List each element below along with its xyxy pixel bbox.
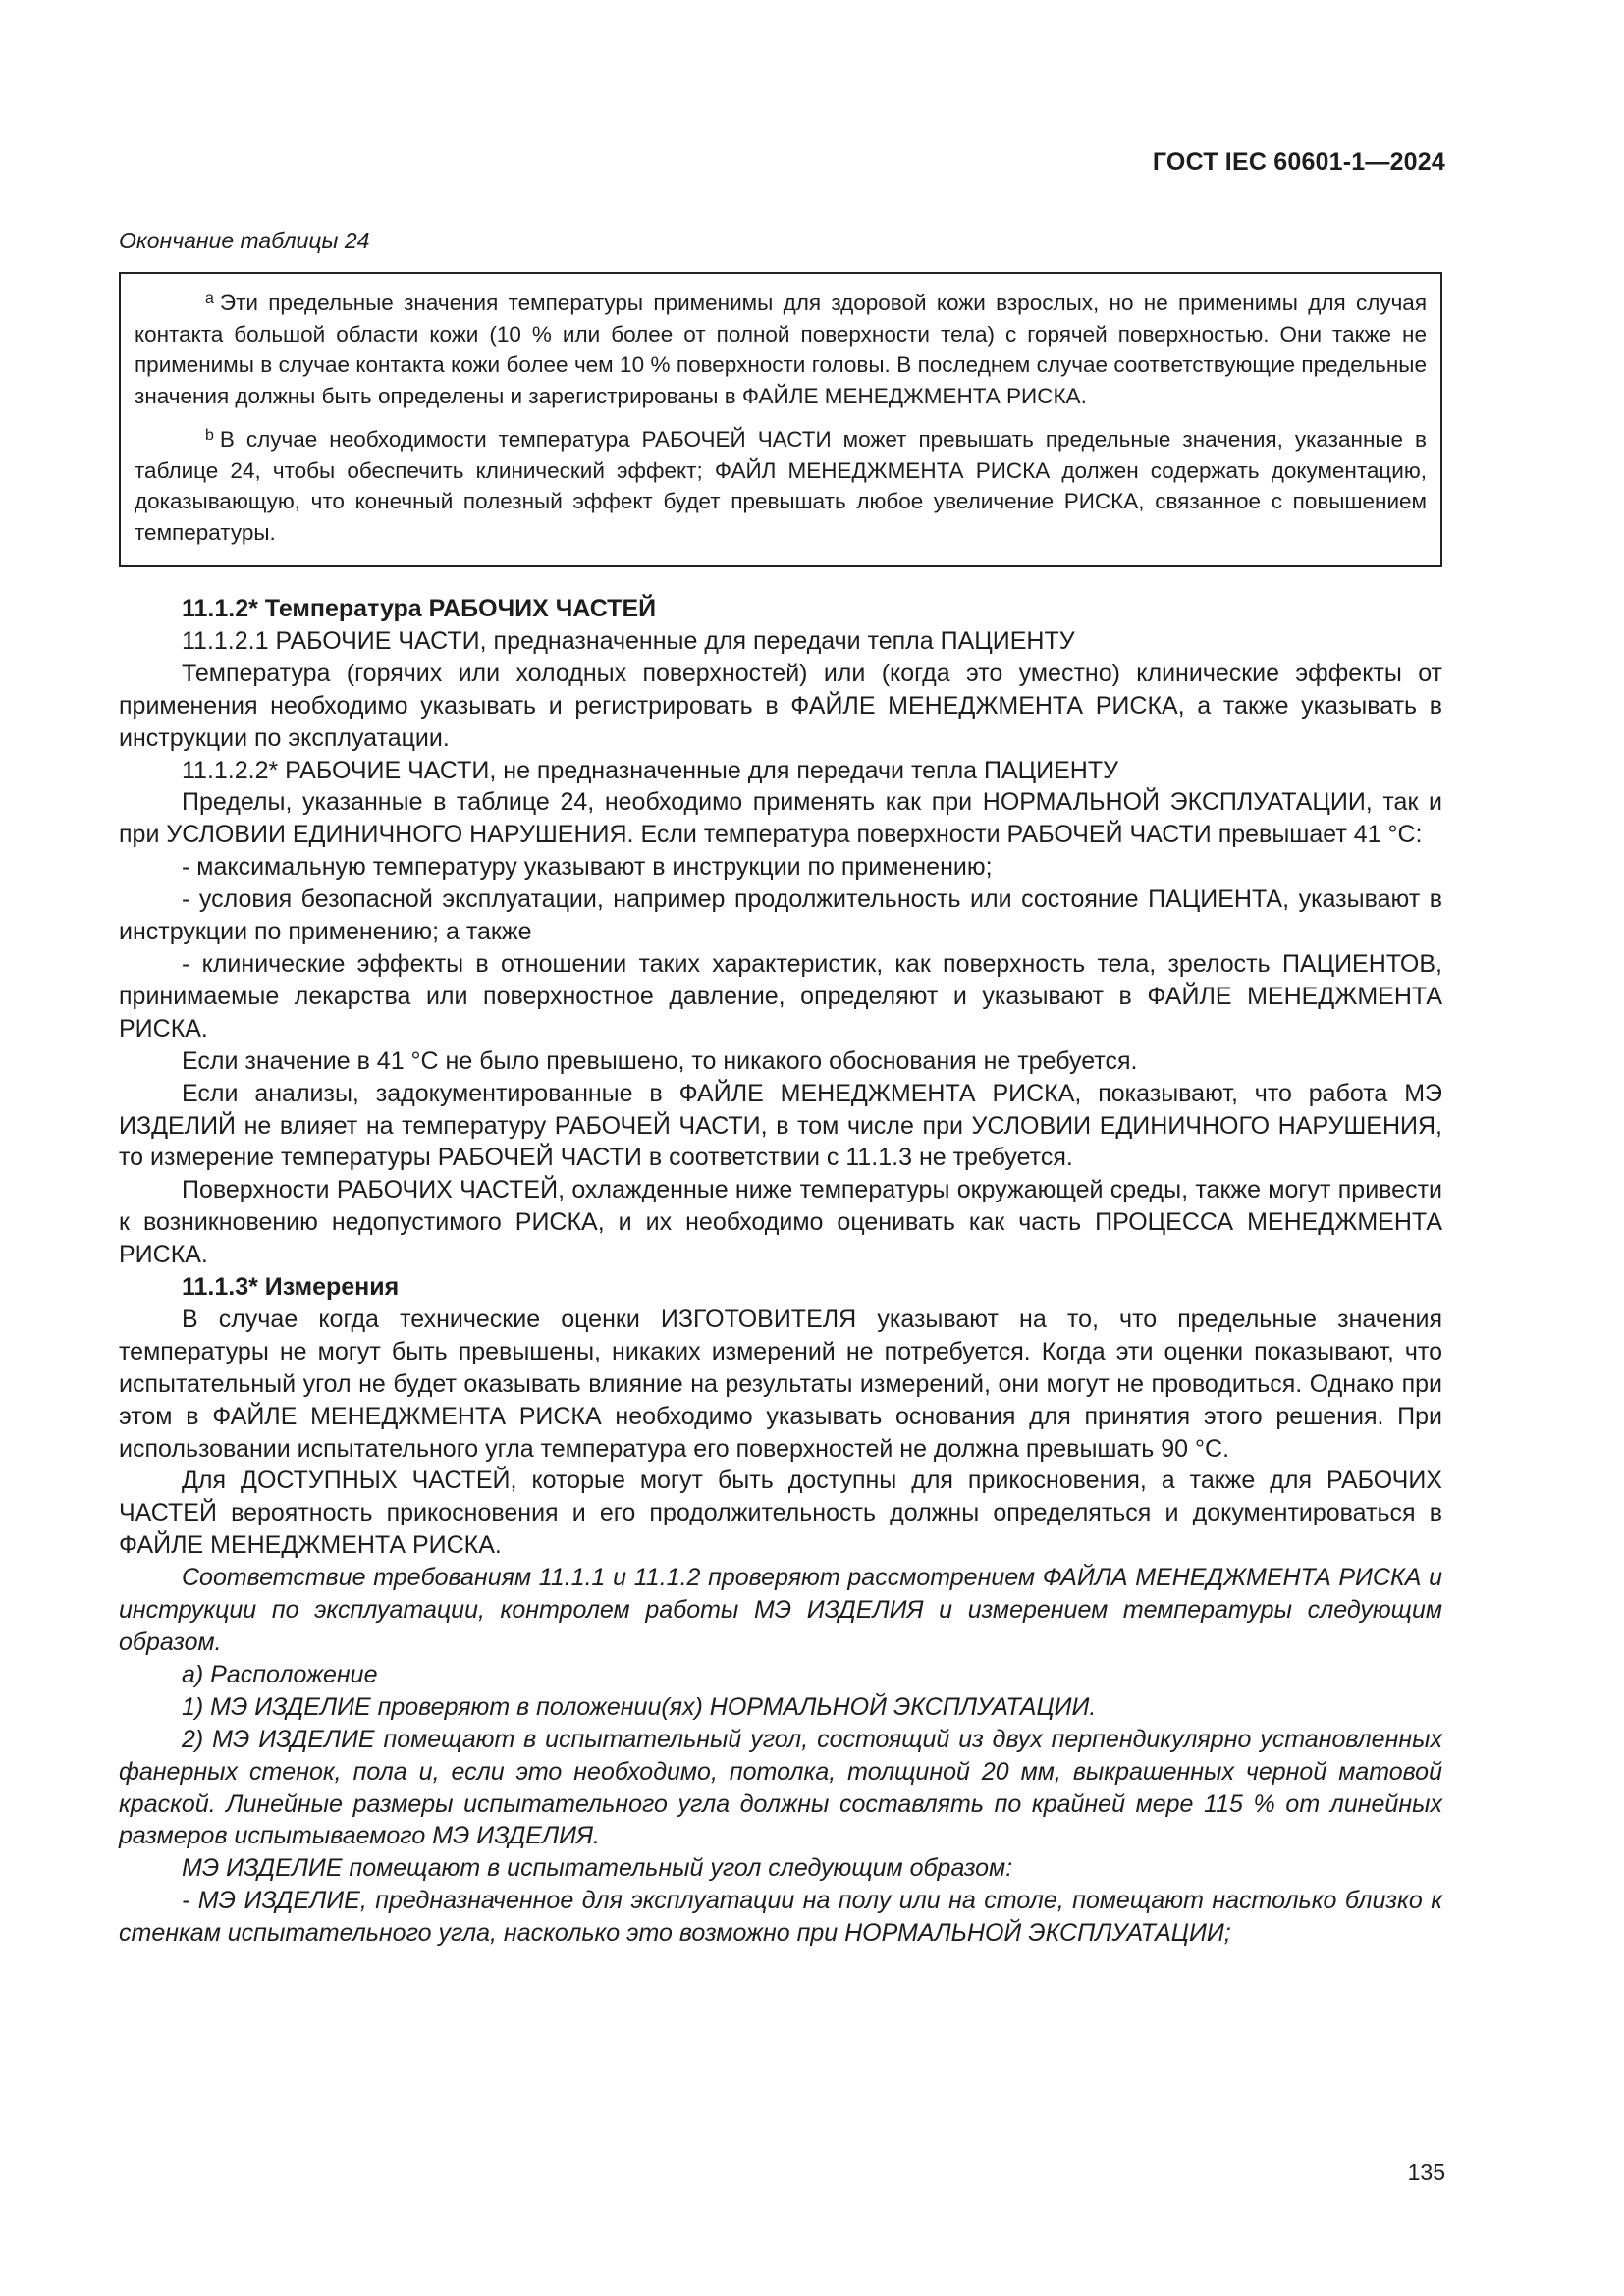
compliance-paragraph: Соответствие требованиям 11.1.1 и 11.1.2 проверяют рассмотрением ФАЙЛА МЕНЕДЖМЕНТА РИСКА и инструкции по эксплуатации, контролем работы МЭ ИЗДЕЛИЯ и измерением температуры следующим образом. — [119, 1564, 1442, 1656]
footnote-marker: b — [205, 427, 214, 444]
table-footnotes-box — [119, 272, 1442, 567]
footnote-text: В случае необходимости температура РАБОЧЕЙ ЧАСТИ может превышать предельные значения, указанные в таблице 24, чтобы обеспечить клинический эффект; ФАЙЛ МЕНЕДЖМЕНТА РИСКА должен содержать документацию, доказывающую, что конечный полезный эффект будет превышать любое увеличение РИСКА, связанное с повышением температуры. — [135, 427, 1427, 545]
table-footnote — [135, 420, 1427, 548]
document-body — [119, 593, 1442, 1949]
compliance-item: 2) МЭ ИЗДЕЛИЕ помещают в испытательный угол, состоящий из двух перпендикулярно установленных фанерных стенок, пола и, если это необходимо, потолка, толщиной 20 мм, выкрашенных черной матовой краской. Линейные размеры испытательного угла должны составлять по крайней мере 115 % от линейных размеров испытываемого МЭ ИЗДЕЛИЯ. — [119, 1725, 1442, 1850]
paragraph: Для ДОСТУПНЫХ ЧАСТЕЙ, которые могут быть доступны для прикосновения, а также для РАБОЧИХ ЧАСТЕЙ вероятность прикосновения и его продолжительность должны определяться и документироваться в ФАЙЛЕ МЕНЕДЖМЕНТА РИСКА. — [119, 1467, 1442, 1560]
list-item: - максимальную температуру указывают в инструкции по применению; — [182, 853, 993, 881]
paragraph: Пределы, указанные в таблице 24, необходимо применять как при НОРМАЛЬНОЙ ЭКСПЛУАТАЦИИ, так и при УСЛОВИИ ЕДИНИЧНОГО НАРУШЕНИЯ. Если температура поверхности РАБОЧЕЙ ЧАСТИ превышает 41 °С: — [119, 788, 1442, 849]
section-heading: 11.1.2* Температура РАБОЧИХ ЧАСТЕЙ — [182, 595, 657, 622]
paragraph: В случае когда технические оценки ИЗГОТОВИТЕЛЯ указывают на то, что предельные значения температуры не могут быть превышены, никаких измерений не потребуется. Когда эти оценки показывают, что испытательный угол не будет оказывать влияние на результаты измерений, они могут не проводиться. Однако при этом в ФАЙЛЕ МЕНЕДЖМЕНТА РИСКА необходимо указывать основания для принятия этого решения. При использовании испытательного угла температура его поверхностей не должна превышать 90 °С. — [119, 1305, 1442, 1463]
compliance-item: - МЭ ИЗДЕЛИЕ, предназначенное для эксплуатации на полу или на столе, помещают настолько близко к стенкам испытательного угла, насколько это возможно при НОРМАЛЬНОЙ ЭКСПЛУАТАЦИИ; — [119, 1887, 1442, 1948]
subsection-title: 11.1.2.2* РАБОЧИЕ ЧАСТИ, не предназначенные для передачи тепла ПАЦИЕНТУ — [182, 756, 1118, 784]
compliance-item: 1) МЭ ИЗДЕЛИЕ проверяют в положении(ях) НОРМАЛЬНОЙ ЭКСПЛУАТАЦИИ. — [182, 1692, 1097, 1721]
paragraph: Температура (горячих или холодных поверхностей) или (когда это уместно) клинические эффекты от применения необходимо указывать и регистрировать в ФАЙЛЕ МЕНЕДЖМЕНТА РИСКА, а также указывать в инструкции по эксплуатации. — [119, 659, 1442, 752]
list-item: - условия безопасной эксплуатации, например продолжительность или состояние ПАЦИЕНТА, указывают в инструкции по применению; а также — [119, 885, 1442, 946]
compliance-paragraph: МЭ ИЗДЕЛИЕ помещают в испытательный угол следующим образом: — [182, 1854, 1013, 1883]
paragraph: Если анализы, задокументированные в ФАЙЛЕ МЕНЕДЖМЕНТА РИСКА, показывают, что работа МЭ ИЗДЕЛИЙ не влияет на температуру РАБОЧЕЙ ЧАСТИ, в том числе при УСЛОВИИ ЕДИНИЧНОГО НАРУШЕНИЯ, то измерение температуры РАБОЧЕЙ ЧАСТИ в соответствии с 11.1.3 не требуется. — [119, 1079, 1442, 1172]
table-continuation-caption: Окончание таблицы 24 — [119, 228, 370, 253]
footnote-text: Эти предельные значения температуры применимы для здоровой кожи взрослых, но не применимы для случая контакта большой области кожи (10 % или более от полной поверхности тела) с горячей поверхностью. Они также не применимы в случае контакта кожи более чем 10 % поверхности головы. В последнем случае соответствующие предельные значения должны быть определены и зарегистрированы в ФАЙЛЕ МЕНЕДЖМЕНТА РИСКА. — [135, 291, 1427, 408]
list-item: - клинические эффекты в отношении таких характеристик, как поверхность тела, зрелость ПАЦИЕНТОВ, принимаемые лекарства или поверхностное давление, определяют и указывают в ФАЙЛЕ МЕНЕДЖМЕНТА РИСКА. — [119, 949, 1442, 1042]
paragraph: Если значение в 41 °С не было превышено, то никакого обоснования не требуется. — [182, 1046, 1138, 1075]
footnote-marker: a — [205, 291, 214, 307]
table-footnote — [135, 284, 1427, 411]
section-heading: 11.1.3* Измерения — [182, 1273, 400, 1302]
page-number: 135 — [1407, 2160, 1445, 2185]
subsection-title: 11.1.2.1 РАБОЧИЕ ЧАСТИ, предназначенные для передачи тепла ПАЦИЕНТУ — [182, 626, 1075, 655]
compliance-item: a) Расположение — [182, 1660, 378, 1688]
paragraph: Поверхности РАБОЧИХ ЧАСТЕЙ, охлажденные ниже температуры окружающей среды, также могут привести к возникновению недопустимого РИСКА, и их необходимо оценивать как часть ПРОЦЕССА МЕНЕДЖМЕНТА РИСКА. — [119, 1176, 1442, 1269]
document-header: ГОСТ IEC 60601-1—2024 — [1152, 148, 1445, 176]
